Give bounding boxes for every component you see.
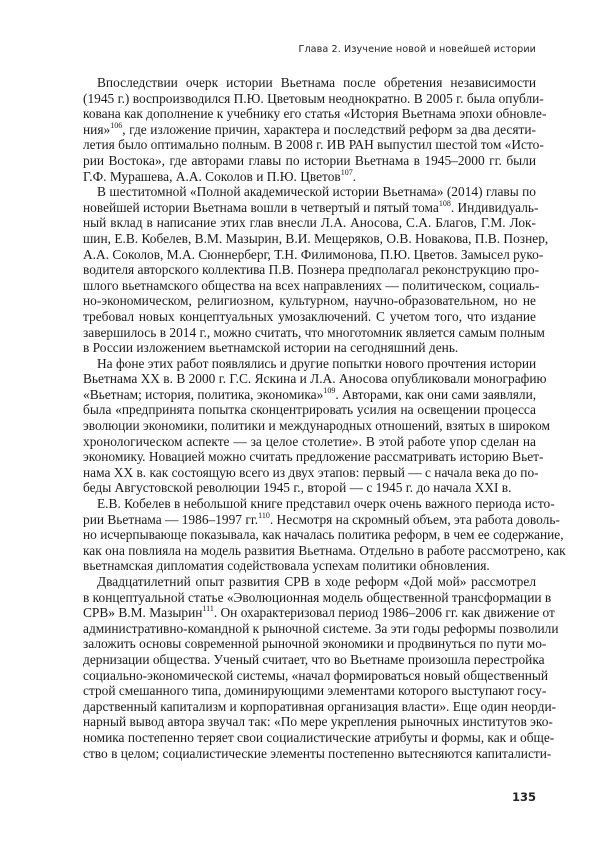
text-line <box>83 480 536 496</box>
text-line <box>83 745 552 762</box>
text-segment: вьетнамская дипломатия содействовала успехам политики обновления. <box>83 558 490 574</box>
text-segment: шлого вьетнамского общества на всех направлениях — политическом, социаль- <box>83 277 540 293</box>
text-segment: Двадцатилетний опыт развития СРВ в ходе реформ «Дой мой» рассмотрел <box>97 574 536 589</box>
text-segment: А.А. Соколов, М.А. Сюннерберг, Т.Н. Филимонова, П.Ю. Цветов. Замысел руко- <box>83 246 544 262</box>
text-line <box>83 589 552 606</box>
text-line <box>83 277 540 294</box>
footnote-ref: 109 <box>323 385 336 395</box>
text-segment: . <box>352 168 357 184</box>
text-segment: . Индивидуаль- <box>450 199 539 215</box>
text-line <box>83 574 536 590</box>
text-segment: экономику. Новацией можно считать предложение рассматривать историю Вьет- <box>83 449 544 465</box>
text-segment: кована как дополнение к учебнику его статья «История Вьетнама эпохи обновле- <box>83 106 547 122</box>
text-line <box>83 434 536 450</box>
footnote-ref: 108 <box>438 198 451 208</box>
body-text <box>83 75 566 761</box>
text-line <box>83 293 536 309</box>
text-line <box>83 714 553 730</box>
text-line <box>83 636 547 652</box>
text-segment: СРВ» В.М. Мазырин <box>83 605 203 621</box>
text-segment: На фоне этих работ появлялись и другие попытки нового прочтения истории <box>97 355 537 371</box>
text-segment: заложить основы современной рыночной экономики и продвинуться по пути мо- <box>83 636 547 652</box>
text-line <box>83 169 536 185</box>
text-segment: дернизации общества. Ученый считает, что во Вьетнаме произошла перестройка <box>83 651 545 667</box>
footnote-ref: 110 <box>258 510 270 520</box>
text-segment: . Авторами, как они сами заявляли, <box>335 386 537 402</box>
text-segment: в концептуальной статье «Эволюционная модель общественной трансформации в <box>83 589 552 605</box>
text-segment: . Несмотря на скромный объем, эта работа доволь- <box>269 511 560 527</box>
text-segment: В шеститомной «Полной академической истории Вьетнама» (2014) главы по <box>97 184 536 200</box>
text-segment: была «предпринята попытка сконцентрировать усилия на освещении процесса <box>83 402 536 418</box>
text-line <box>83 90 544 107</box>
text-segment: завершилось в 2014 г., можно считать, что многотомник является самым полным <box>83 324 545 340</box>
text-line <box>83 729 555 746</box>
text-line <box>83 542 566 559</box>
paragraph <box>83 184 549 356</box>
footnote-ref: 106 <box>110 120 123 130</box>
text-segment: летия было оптимально полным. В 2008 г. ИВ РАН выпустил шестой том «Исто- <box>83 137 544 153</box>
text-segment: номика постепенно теряет свои социалистические атрибуты и формы, как и обще- <box>83 729 555 745</box>
text-line <box>83 262 540 278</box>
text-segment: (1945 г.) воспроизводился П.Ю. Цветовым неоднократно. В 2005 г. была опубли- <box>83 90 544 106</box>
text-segment: шин, Е.В. Кобелев, В.М. Мазырин, В.И. Мещеряков, О.В. Новакова, П.В. Познер, <box>83 230 549 246</box>
text-segment: строй смешанного типа, доминирующими элементами которого выступают госу- <box>83 683 547 699</box>
text-line <box>83 651 545 668</box>
text-segment: водителя авторского коллектива П.В. Познера предполагал реконструкцию про- <box>83 262 540 278</box>
text-line <box>83 604 555 621</box>
footnote-ref: 111 <box>202 604 214 614</box>
text-segment: как она повлияла на модель развития Вьетнама. Отдельно в работе рассмотрено, как <box>83 542 566 558</box>
text-line <box>83 667 549 684</box>
paragraph <box>83 355 550 496</box>
text-line <box>83 198 539 216</box>
text-segment: . Он охарактеризовал период 1986–2006 гг. как движение от <box>213 605 555 621</box>
text-segment: беды Августовской революции 1945 г., второй — с 1945 г. до начала XXI в. <box>83 480 512 496</box>
text-segment: рии Вьетнама — 1986–1997 гг. <box>83 511 259 527</box>
text-line <box>83 371 547 387</box>
page-number: 135 <box>511 790 536 804</box>
text-line <box>83 558 536 574</box>
text-segment: , где изложение причин, характера и последствий реформ за два десяти- <box>122 121 536 137</box>
text-line <box>83 184 536 200</box>
text-segment: новейшей истории Вьетнама вошли в четвертый и пятый тома <box>83 199 439 215</box>
text-line <box>83 215 536 231</box>
running-header: Глава 2. Изучение новой и новейшей истории <box>298 44 536 55</box>
text-segment: Г.Ф. Мурашева, А.А. Соколов и П.Ю. Цветов <box>83 168 341 184</box>
paragraph <box>83 75 547 184</box>
paragraph <box>83 496 566 574</box>
text-segment: но-экономическом, религиозном, культурном, научно-образовательном, но не <box>83 293 536 309</box>
text-segment: ния» <box>83 121 111 137</box>
text-line <box>83 106 547 122</box>
text-line <box>83 356 536 372</box>
text-segment: ство в целом; социалистические элементы постепенно вытесняются капиталисти- <box>83 745 552 761</box>
text-segment: дарственный капитализм и корпоративная организация власти». Еще один неорди- <box>83 698 557 714</box>
paragraph <box>83 574 559 761</box>
text-line <box>83 683 547 699</box>
text-line <box>83 230 549 247</box>
text-segment: Е.В. Кобелев в небольшой книге представил очерк очень важного периода исто- <box>97 496 555 512</box>
text-segment: но исчерпывающе показывала, как началась политика реформ, в чем ее содержание, <box>83 527 564 543</box>
text-line <box>83 122 536 138</box>
text-segment: в России изложением вьетнамской истории на сегодняшний день. <box>83 340 459 356</box>
text-line <box>83 698 557 715</box>
text-segment: рии Востока», где авторами главы по истории Вьетнама в 1945–2000 гг. были <box>83 152 536 168</box>
text-line <box>83 527 564 543</box>
text-segment: Вьетнама XX в. В 2000 г. Г.С. Яскина и Л.А. Аносова опубликовали монографию <box>83 371 547 387</box>
text-line <box>83 324 545 341</box>
text-line <box>83 620 559 637</box>
text-segment: эволюции экономики, политики и международных отношений, взятых в широком <box>83 418 550 434</box>
text-segment: «Вьетнам; история, политика, экономика» <box>83 386 324 402</box>
text-line <box>83 153 536 169</box>
footnote-ref: 107 <box>340 167 353 177</box>
text-line <box>83 387 536 403</box>
text-segment: социально-экономической системы, «начал формироваться новый общественный <box>83 667 549 683</box>
text-line <box>83 137 544 153</box>
text-line <box>83 246 544 263</box>
text-line <box>83 418 550 434</box>
text-segment: Впоследствии очерк истории Вьетнама после обретения независимости <box>97 75 536 90</box>
text-line <box>83 510 560 528</box>
text-line <box>83 340 536 356</box>
text-segment: нарный вывод автора звучал так: «По мере укрепления рыночных институтов эко- <box>83 714 553 730</box>
text-segment: хронологическом аспекте — за целое столетие». В этой работе упор сделан на <box>83 433 536 449</box>
text-segment: нама XX в. как состоящую всего из двух этапов: первый — с начала века до по- <box>83 464 539 480</box>
text-segment: ный вклад в написание этих глав внесли Л.А. Аносова, С.А. Благов, Г.М. Лок- <box>83 215 536 231</box>
text-line <box>83 402 536 418</box>
text-line <box>83 449 544 465</box>
text-segment: требовал новых концептуальных умозаключений. С учетом того, что издание <box>83 308 536 324</box>
text-line <box>83 75 536 91</box>
text-segment: административно-командной к рыночной системе. За эти годы реформы позволили <box>83 620 559 636</box>
text-line <box>83 309 536 325</box>
text-line <box>83 496 555 512</box>
text-line <box>83 464 539 481</box>
